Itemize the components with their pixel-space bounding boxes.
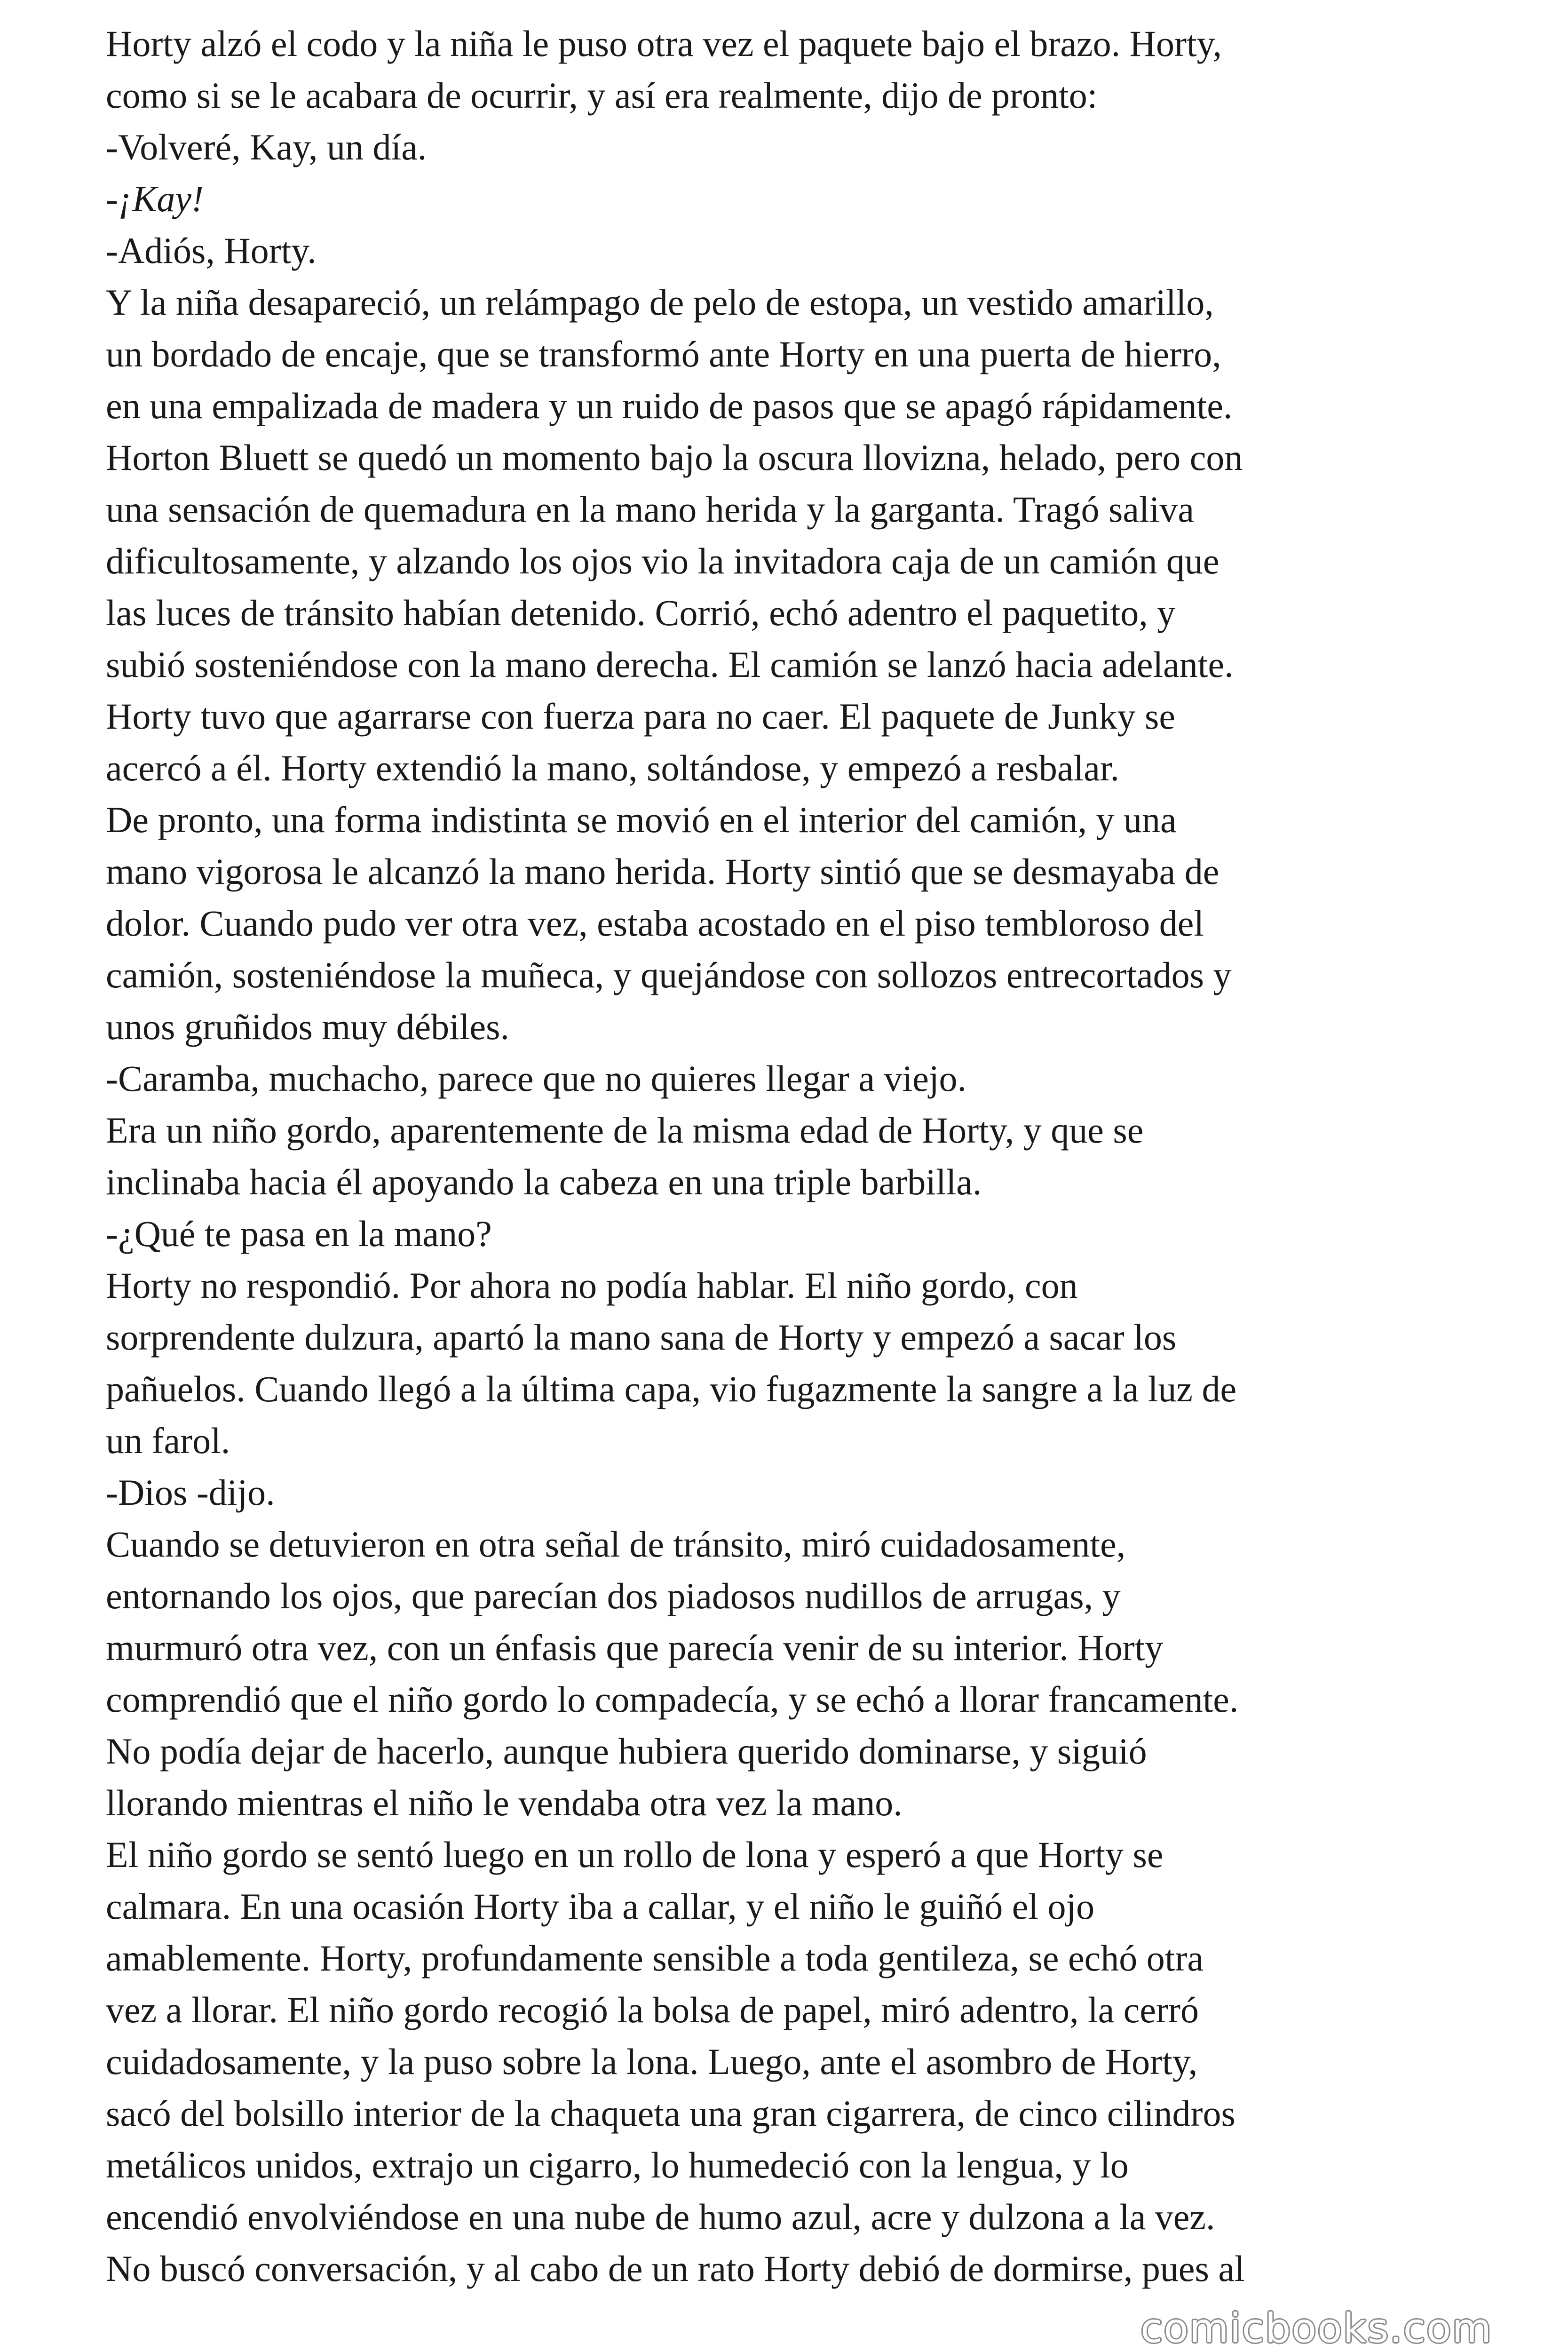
text-line: unos gruñidos muy débiles. xyxy=(106,1006,509,1047)
text-line: calmara. En una ocasión Horty iba a callar, y el niño le guiñó el ojo xyxy=(106,1886,1095,1927)
text-line: entornando los ojos, que parecían dos piadosos nudillos de arrugas, y xyxy=(106,1575,1121,1616)
text-line: Cuando se detuvieron en otra señal de tránsito, miró cuidadosamente, xyxy=(106,1524,1126,1565)
text-line: en una empalizada de madera y un ruido de pasos que se apagó rápidamente. xyxy=(106,385,1233,426)
text-line: comprendió que el niño gordo lo compadecía, y se echó a llorar francamente. xyxy=(106,1679,1239,1720)
text-line: -¿Qué te pasa en la mano? xyxy=(106,1213,492,1254)
text-line: camión, sosteniéndose la muñeca, y quejándose con sollozos entrecortados y xyxy=(106,954,1232,995)
text-line: -Dios -dijo. xyxy=(106,1472,275,1513)
text-line: -Caramba, muchacho, parece que no quieres llegar a viejo. xyxy=(106,1058,966,1099)
text-line: dolor. Cuando pudo ver otra vez, estaba acostado en el piso tembloroso del xyxy=(106,903,1204,944)
text-line: subió sosteniéndose con la mano derecha. El camión se lanzó hacia adelante. xyxy=(106,644,1234,685)
text-line: No podía dejar de hacerlo, aunque hubiera querido dominarse, y siguió xyxy=(106,1731,1147,1772)
text-line: sorprendente dulzura, apartó la mano sana de Horty y empezó a sacar los xyxy=(106,1317,1177,1358)
text-line: Horton Bluett se quedó un momento bajo la oscura llovizna, helado, pero con xyxy=(106,437,1243,478)
watermark: comicbooks.com xyxy=(1140,2305,1493,2352)
text-line: mano vigorosa le alcanzó la mano herida. Horty sintió que se desmayaba de xyxy=(106,851,1220,892)
body-text xyxy=(106,18,1521,2295)
text-line: llorando mientras el niño le vendaba otra vez la mano. xyxy=(106,1782,903,1823)
text-line: pañuelos. Cuando llegó a la última capa, vio fugazmente la sangre a la luz de xyxy=(106,1368,1237,1409)
text-line: -¡Kay! xyxy=(106,178,204,219)
text-line: como si se le acabara de ocurrir, y así era realmente, dijo de pronto: xyxy=(106,75,1098,116)
text-line: inclinaba hacia él apoyando la cabeza en una triple barbilla. xyxy=(106,1161,982,1202)
text-line: dificultosamente, y alzando los ojos vio la invitadora caja de un camión que xyxy=(106,540,1220,581)
text-line: las luces de tránsito habían detenido. Corrió, echó adentro el paquetito, y xyxy=(106,592,1176,633)
text-line: Horty no respondió. Por ahora no podía hablar. El niño gordo, con xyxy=(106,1265,1078,1306)
text-line: Horty alzó el codo y la niña le puso otra vez el paquete bajo el brazo. Horty, xyxy=(106,23,1222,64)
text-line: metálicos unidos, extrajo un cigarro, lo humedeció con la lengua, y lo xyxy=(106,2145,1129,2185)
text-line: murmuró otra vez, con un énfasis que parecía venir de su interior. Horty xyxy=(106,1627,1164,1668)
text-line: cuidadosamente, y la puso sobre la lona. Luego, ante el asombro de Horty, xyxy=(106,2041,1198,2082)
text-line: El niño gordo se sentó luego en un rollo de lona y esperó a que Horty se xyxy=(106,1834,1164,1875)
text-line: -Adiós, Horty. xyxy=(106,230,317,271)
text-line: Horty tuvo que agarrarse con fuerza para no caer. El paquete de Junky se xyxy=(106,696,1175,737)
text-line: Era un niño gordo, aparentemente de la misma edad de Horty, y que se xyxy=(106,1110,1144,1151)
text-line: encendió envolviéndose en una nube de humo azul, acre y dulzona a la vez. xyxy=(106,2196,1215,2237)
text-line: No buscó conversación, y al cabo de un rato Horty debió de dormirse, pues al xyxy=(106,2248,1245,2289)
text-line: acercó a él. Horty extendió la mano, soltándose, y empezó a resbalar. xyxy=(106,747,1119,788)
text-line: De pronto, una forma indistinta se movió en el interior del camión, y una xyxy=(106,799,1177,840)
text-line: Y la niña desapareció, un relámpago de pelo de estopa, un vestido amarillo, xyxy=(106,282,1214,323)
text-line: amablemente. Horty, profundamente sensible a toda gentileza, se echó otra xyxy=(106,1938,1204,1979)
text-line: -Volveré, Kay, un día. xyxy=(106,127,427,167)
text-line: una sensación de quemadura en la mano herida y la garganta. Tragó saliva xyxy=(106,489,1194,530)
text-line: sacó del bolsillo interior de la chaqueta una gran cigarrera, de cinco cilindros xyxy=(106,2093,1235,2134)
text-line: vez a llorar. El niño gordo recogió la bolsa de papel, miró adentro, la cerró xyxy=(106,1989,1199,2030)
text-line: un bordado de encaje, que se transformó ante Horty en una puerta de hierro, xyxy=(106,334,1221,374)
text-line: un farol. xyxy=(106,1420,230,1461)
